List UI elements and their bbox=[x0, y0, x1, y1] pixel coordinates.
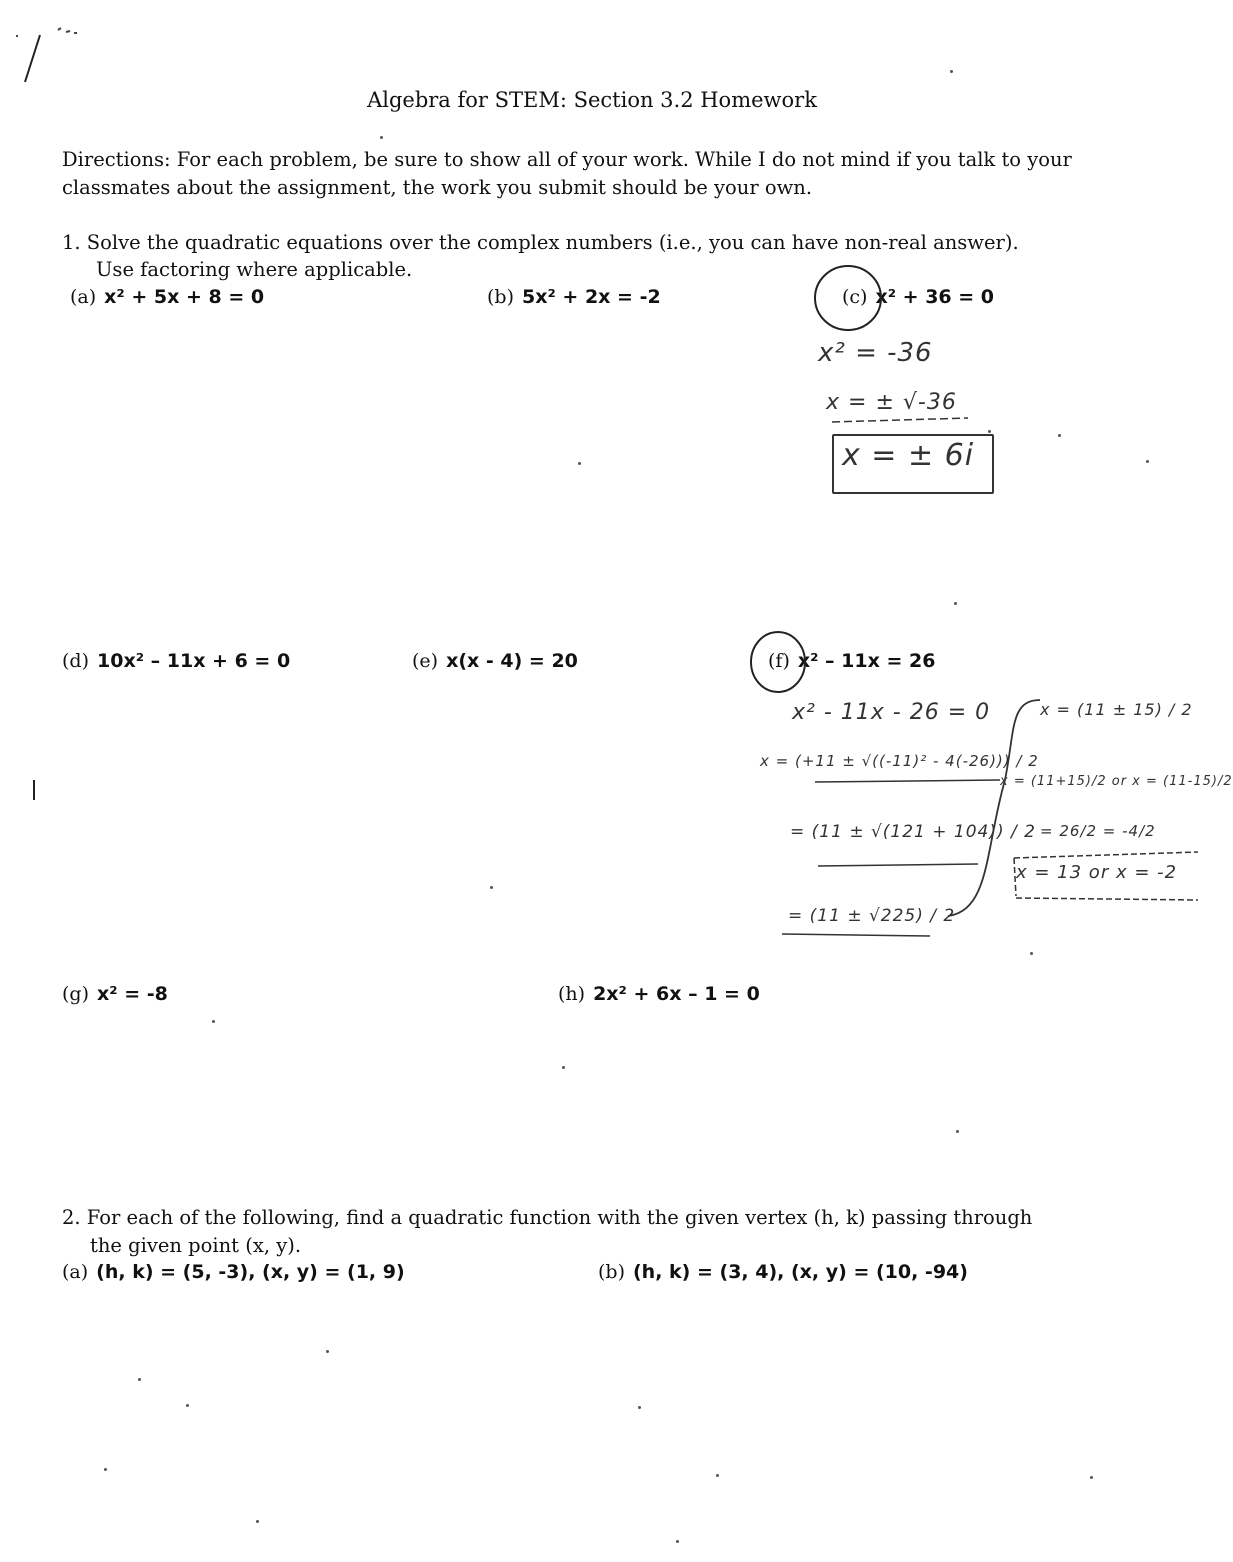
handwritten-work-f-line7: = 26/2 = -4/2 bbox=[1040, 822, 1156, 840]
problem-text: (h, k) = (5, -3), (x, y) = (1, 9) bbox=[96, 1261, 405, 1283]
scan-speck bbox=[988, 430, 991, 433]
scan-speck bbox=[716, 1474, 719, 1477]
scan-speck bbox=[186, 1404, 189, 1407]
problem-label: (a) bbox=[70, 286, 97, 308]
handwritten-work-c-line2: x = ± √-36 bbox=[826, 390, 957, 415]
problem-2b bbox=[598, 1261, 968, 1283]
scan-speck bbox=[562, 1066, 565, 1069]
problem-equation: 5x² + 2x = -2 bbox=[522, 286, 661, 308]
problem-text: (h, k) = (3, 4), (x, y) = (10, -94) bbox=[633, 1261, 968, 1283]
scan-speck bbox=[950, 70, 953, 73]
scan-speck bbox=[956, 1130, 959, 1133]
scan-speck bbox=[578, 462, 581, 465]
scan-speck bbox=[1058, 434, 1061, 437]
problem-1b bbox=[487, 286, 661, 308]
problem-label: (a) bbox=[62, 1261, 89, 1283]
handwritten-work-f-line6: x = (11+15)/2 or x = (11-15)/2 bbox=[1000, 774, 1233, 789]
fraction-bar bbox=[815, 780, 1000, 782]
scan-speck bbox=[212, 1020, 215, 1023]
scan-speck bbox=[676, 1540, 679, 1543]
fraction-bar bbox=[782, 934, 930, 936]
problem-equation: x² = -8 bbox=[97, 983, 168, 1005]
handwritten-work-c-line1: x² = -36 bbox=[818, 338, 933, 368]
problem-equation: x² + 36 = 0 bbox=[875, 286, 995, 308]
problem-equation: x² – 11x = 26 bbox=[797, 650, 936, 672]
problem-1f bbox=[768, 650, 935, 672]
problem-label: (b) bbox=[487, 286, 514, 308]
scan-speck bbox=[954, 602, 957, 605]
scan-speck bbox=[326, 1350, 329, 1353]
handwritten-work-f-line3: = (11 ± √(121 + 104)) / 2 bbox=[790, 822, 1036, 842]
problem-equation: x² + 5x + 8 = 0 bbox=[104, 286, 265, 308]
page-title: Algebra for STEM: Section 3.2 Homework bbox=[367, 88, 817, 112]
scan-speck bbox=[1090, 1476, 1093, 1479]
scan-speck bbox=[638, 1406, 641, 1409]
scan-speck bbox=[1146, 460, 1149, 463]
problem-1e bbox=[412, 650, 578, 672]
problem-label: (g) bbox=[62, 983, 89, 1005]
problem-label: (f) bbox=[768, 650, 790, 672]
problem-label: (h) bbox=[558, 983, 586, 1005]
handwritten-work-f-line2: x = (+11 ± √((-11)² - 4(-26))) / 2 bbox=[760, 752, 1039, 770]
scan-speck bbox=[380, 136, 383, 139]
question-1-intro: 1. Solve the quadratic equations over the complex numbers (i.e., you can have non-real answer). bbox=[62, 231, 1019, 254]
question-2-intro: 2. For each of the following, find a quadratic function with the given vertex (h, k) passing through bbox=[62, 1206, 1033, 1229]
problem-1h bbox=[558, 983, 760, 1005]
directions-text: Directions: For each problem, be sure to show all of your work. While I do not mind if you talk to your classmates about the assignment, the work you submit should be your own. bbox=[62, 148, 1072, 199]
scan-speck bbox=[104, 1468, 107, 1471]
question-2-intro-cont: the given point (x, y). bbox=[90, 1234, 302, 1257]
problem-2a bbox=[62, 1261, 405, 1283]
problem-1a bbox=[70, 286, 264, 308]
scan-speck bbox=[138, 1378, 141, 1381]
scan-speck bbox=[490, 886, 493, 889]
answer-box-c-top bbox=[832, 418, 968, 422]
handwritten-work-f-line1: x² - 11x - 26 = 0 bbox=[792, 700, 991, 725]
handwritten-answer-c: x = ± 6i bbox=[832, 434, 994, 494]
fraction-bar bbox=[818, 864, 978, 866]
question-1-intro-cont: Use factoring where applicable. bbox=[96, 258, 413, 281]
problem-label: (d) bbox=[62, 650, 89, 672]
handwritten-work-f-line5: x = (11 ± 15) / 2 bbox=[1040, 700, 1193, 719]
problem-equation: 2x² + 6x – 1 = 0 bbox=[593, 983, 760, 1005]
problem-1g bbox=[62, 983, 168, 1005]
connector-curve bbox=[948, 700, 1040, 916]
problem-1c bbox=[842, 286, 994, 308]
handwritten-answer-f: x = 13 or x = -2 bbox=[1016, 862, 1178, 883]
problem-equation: 10x² – 11x + 6 = 0 bbox=[97, 650, 291, 672]
problem-1d bbox=[62, 650, 290, 672]
problem-label: (b) bbox=[598, 1261, 625, 1283]
scan-speck bbox=[256, 1520, 259, 1523]
scan-speck bbox=[1030, 952, 1033, 955]
handwritten-work-f-line4: = (11 ± √225) / 2 bbox=[788, 906, 956, 926]
problem-label: (c) bbox=[842, 286, 868, 308]
problem-equation: x(x - 4) = 20 bbox=[446, 650, 578, 672]
problem-label: (e) bbox=[412, 650, 439, 672]
